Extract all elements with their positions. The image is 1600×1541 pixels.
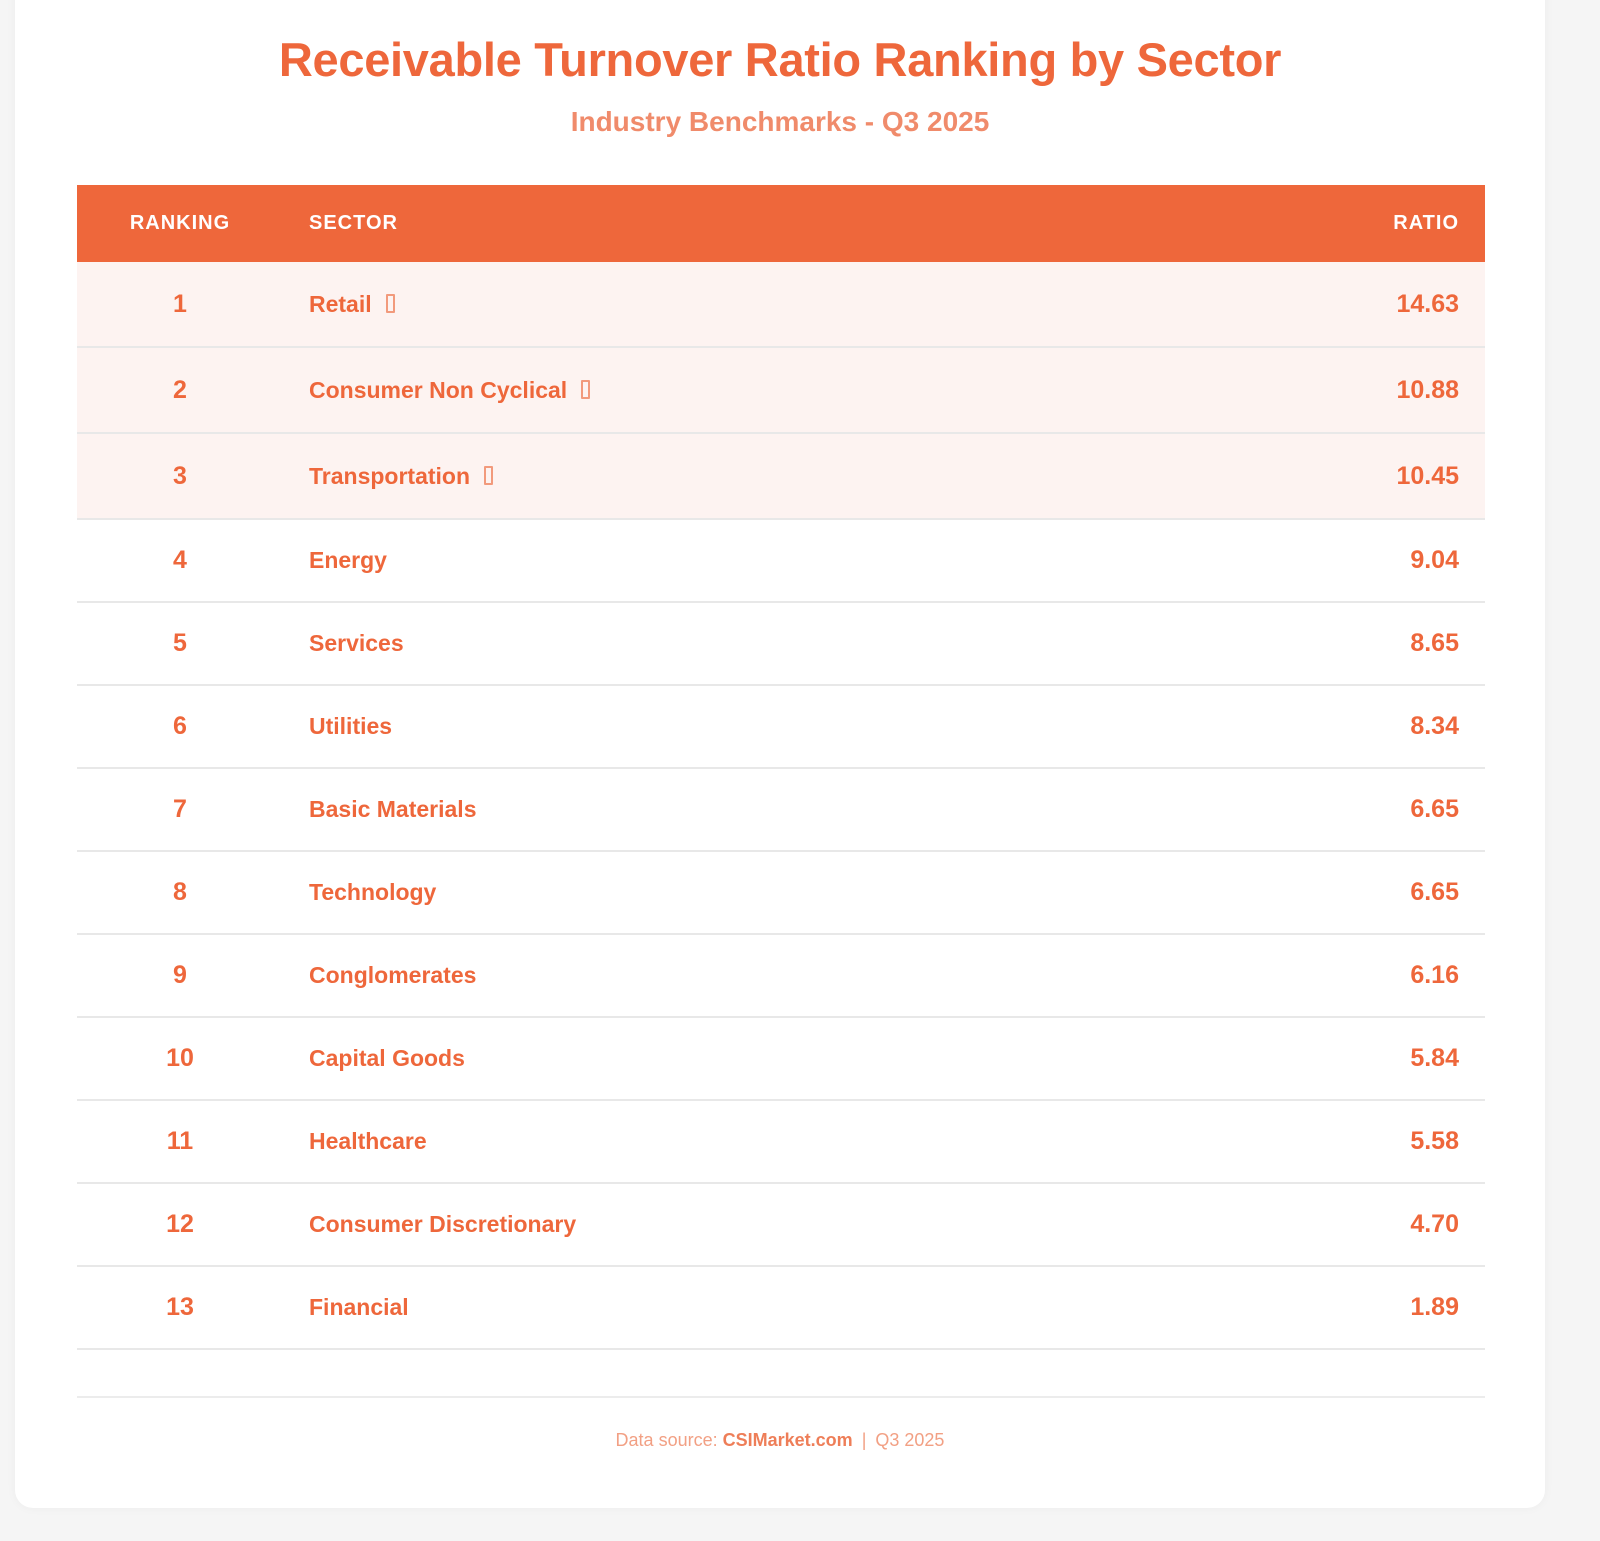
table-header [77, 185, 1485, 262]
sector-cell: Financial [309, 1294, 409, 1320]
missing-glyph-icon [386, 294, 395, 313]
sector-cell: Energy [309, 547, 387, 573]
rank-cell: 4 [173, 546, 187, 574]
ratio-cell: 6.16 [1410, 961, 1459, 989]
ratio-cell: 10.88 [1396, 375, 1459, 404]
rank-cell: 5 [173, 629, 187, 657]
table-row [77, 603, 1485, 686]
sector-cell: Healthcare [309, 1128, 427, 1154]
ratio-cell: 5.58 [1410, 1127, 1459, 1155]
ranking-table [77, 185, 1485, 1398]
ratio-cell: 14.63 [1396, 289, 1459, 318]
column-header-ratio: RATIO [1393, 212, 1459, 234]
table-row [77, 262, 1485, 348]
table-row [77, 1267, 1485, 1350]
sector-name: Retail [309, 290, 372, 317]
table-row [77, 1018, 1485, 1101]
ratio-cell: 8.65 [1410, 629, 1459, 657]
sector-cell: Consumer Discretionary [309, 1211, 577, 1237]
footer-prefix: Data source: [615, 1430, 718, 1450]
column-header-ranking: RANKING [129, 212, 231, 234]
table-row [77, 434, 1485, 520]
ratio-cell: 1.89 [1410, 1293, 1459, 1321]
page-subtitle: Industry Benchmarks - Q3 2025 [570, 106, 990, 137]
sector-cell: Basic Materials [309, 796, 477, 822]
ratio-cell: 10.45 [1396, 461, 1459, 490]
rank-cell: 7 [173, 795, 187, 823]
sector-cell: Services [309, 630, 404, 656]
footer-period: Q3 2025 [875, 1430, 945, 1450]
footer-divider [77, 1350, 1485, 1398]
rank-cell: 3 [173, 461, 187, 490]
rank-cell: 9 [173, 961, 187, 989]
ratio-cell: 4.70 [1410, 1210, 1459, 1238]
sector-cell [283, 377, 1185, 404]
missing-glyph-icon [581, 380, 590, 399]
sector-cell: Conglomerates [309, 962, 477, 988]
rank-cell: 11 [166, 1127, 194, 1155]
report-card [15, 0, 1545, 1508]
sector-name: Transportation [309, 462, 471, 489]
sector-cell: Technology [309, 879, 437, 905]
rank-cell: 6 [173, 712, 187, 740]
ratio-cell: 6.65 [1410, 878, 1459, 906]
rank-cell: 12 [166, 1210, 194, 1238]
rank-cell: 8 [173, 878, 187, 906]
data-source-footer [15, 1430, 1545, 1451]
data-source-link[interactable]: CSIMarket.com [722, 1430, 853, 1450]
rank-cell: 13 [166, 1293, 194, 1321]
ratio-cell: 8.34 [1410, 712, 1459, 740]
rank-cell: 1 [173, 289, 187, 318]
sector-cell [283, 291, 1185, 318]
sector-name: Consumer Non Cyclical [309, 376, 568, 403]
ratio-cell: 6.65 [1410, 795, 1459, 823]
sector-cell: Capital Goods [309, 1045, 465, 1071]
sector-cell: Utilities [309, 713, 393, 739]
table-row [77, 520, 1485, 603]
footer-separator: | [861, 1430, 867, 1450]
table-row [77, 935, 1485, 1018]
ratio-cell: 9.04 [1410, 546, 1459, 574]
table-row [77, 1184, 1485, 1267]
rank-cell: 2 [173, 375, 187, 404]
table-row [77, 1101, 1485, 1184]
table-row [77, 348, 1485, 434]
missing-glyph-icon [484, 466, 493, 485]
sector-cell [283, 463, 1185, 490]
page-title: Receivable Turnover Ratio Ranking by Sector [278, 33, 1282, 86]
column-header-sector: SECTOR [309, 212, 398, 234]
table-row [77, 769, 1485, 852]
table-row [77, 852, 1485, 935]
table-row [77, 686, 1485, 769]
ratio-cell: 5.84 [1410, 1044, 1459, 1072]
rank-cell: 10 [166, 1044, 194, 1072]
